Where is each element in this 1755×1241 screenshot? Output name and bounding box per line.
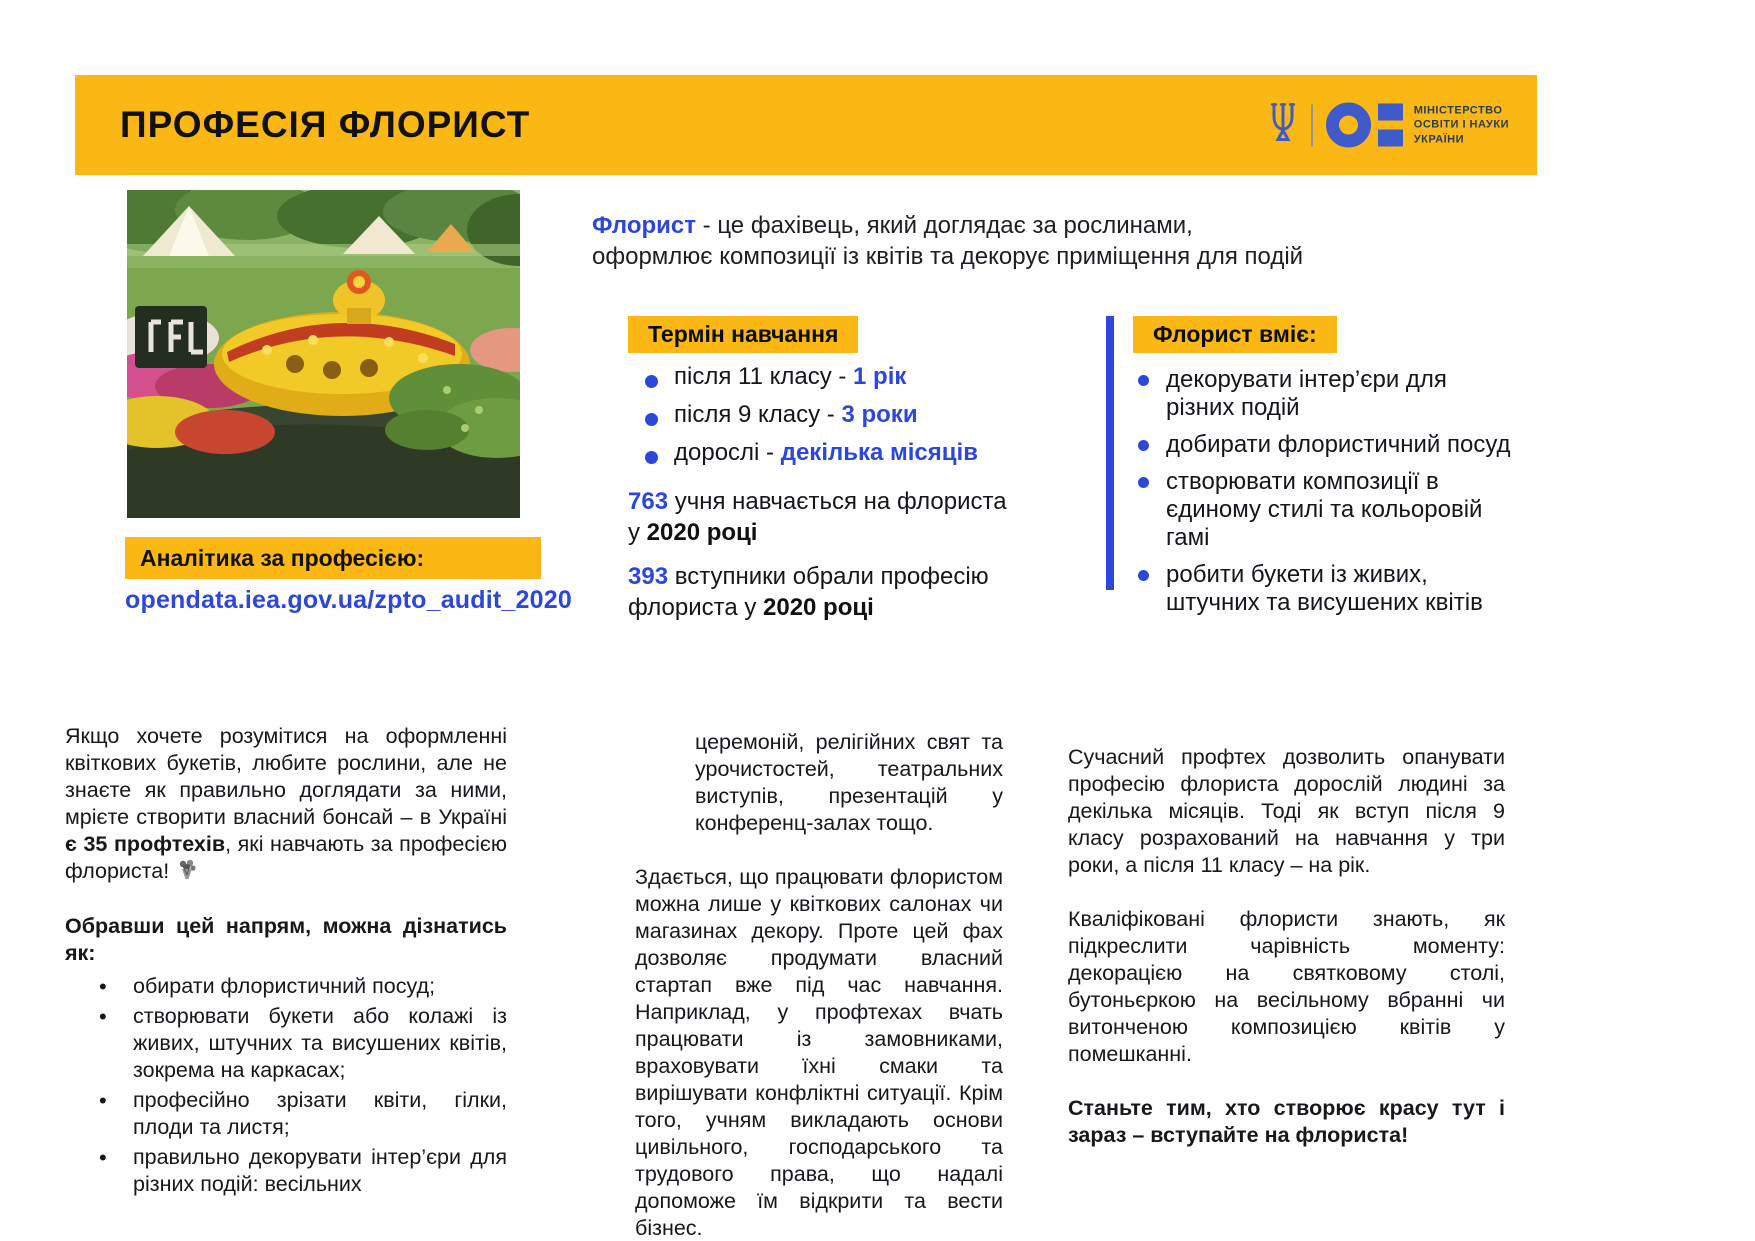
skills-heading-chip: Флорист вміє: bbox=[1133, 316, 1337, 353]
intro-term: Флорист bbox=[592, 212, 696, 239]
opendata-link[interactable]: opendata.iea.gov.ua/zpto_audit_2020 bbox=[125, 586, 572, 614]
ministry-name: МІНІСТЕРСТВО ОСВІТИ І НАУКИ УКРАЇНИ bbox=[1413, 104, 1509, 146]
column3-paragraph-1: Сучасний профтех дозволить опанувати професію флориста дорослій людині за декілька місяців. Тоді як вступ після 9 класу розрахований на навчання у три роки, а після 11 класу – на рік. bbox=[1068, 745, 1505, 877]
stat-applicants: 393 вступники обрали професію флориста у 2020 році bbox=[628, 563, 989, 621]
ministry-mark-ring-icon bbox=[1326, 103, 1371, 148]
logo-divider bbox=[1311, 104, 1313, 146]
column1-paragraph: Якщо хочете розумітися на оформленні квіткових букетів, любите рослини, але не знаєте як правильно доглядати за ними, мрієте створити власний бонсай – в Україні є 35 профтехів, які навчають за професією флориста! bbox=[65, 723, 507, 888]
text-column-2 bbox=[635, 729, 1003, 1241]
call-to-action: Станьте тим, хто створює красу тут і зараз – вступайте на флориста! bbox=[1068, 1096, 1505, 1147]
header-band bbox=[75, 75, 1537, 175]
section-divider-bar bbox=[1106, 316, 1114, 590]
list-item: дорослі - декілька місяців bbox=[645, 438, 978, 468]
bouquet-emoji-icon bbox=[177, 859, 197, 888]
list-item: • обирати флористичний посуд; bbox=[133, 973, 507, 1000]
stat-students: 763 учня навчається на флориста у 2020 році bbox=[628, 488, 1007, 546]
bullet-dot-icon bbox=[1138, 375, 1149, 386]
analytics-caption-chip bbox=[125, 537, 541, 579]
page-title: ПРОФЕСІЯ ФЛОРИСТ bbox=[120, 104, 531, 145]
bullet-dot-icon bbox=[1138, 477, 1149, 488]
bullet-dot-icon bbox=[645, 413, 658, 426]
bullet-dot-icon bbox=[1138, 440, 1149, 451]
column1-list bbox=[65, 973, 507, 1198]
bullet-dot-icon bbox=[645, 375, 658, 388]
bullet-dot-icon bbox=[645, 451, 658, 464]
trident-icon bbox=[1268, 101, 1298, 150]
list-item: робити букети із живих, штучних та висушених квітів bbox=[1138, 561, 1516, 617]
analytics-caption-label: Аналітика за професією: bbox=[140, 544, 425, 571]
enrollment-stats bbox=[628, 486, 1020, 636]
list-item: • створювати букети або колажі із живих, штучних та висушених квітів, зокрема на каркасах; bbox=[133, 1003, 507, 1084]
list-item: декорувати інтер’єри для різних подій bbox=[1138, 366, 1516, 422]
list-item: • правильно декорувати інтер’єри для різних подій: весільних bbox=[133, 1144, 507, 1198]
list-item: добирати флористичний посуд bbox=[1138, 431, 1516, 459]
column2-paragraph-2: Здається, що працювати флористом можна лише у квіткових салонах чи магазинах декору. Проте цей фах дозволяє продумати власний стартап вже під час навчання. Наприклад, у профтехах вчать працювати із замовниками, враховувати їхні смаки та вирішувати конфліктні ситуації. Крім того, учням викладають основи цивільного, господарського та трудового права, що надалі допоможе їм відкрити та вести бізнес. bbox=[635, 865, 1003, 1240]
study-term-heading-chip: Термін навчання bbox=[628, 316, 858, 353]
list-item: створювати композиції в єдиному стилі та кольоровій гамі bbox=[1138, 468, 1516, 552]
list-item: • професійно зрізати квіти, гілки, плоди та листя; bbox=[133, 1087, 507, 1141]
skills-list bbox=[1138, 366, 1516, 626]
study-term-list bbox=[645, 362, 978, 476]
text-column-1 bbox=[65, 723, 507, 1201]
list-item: після 11 класу - 1 рік bbox=[645, 362, 978, 392]
bullet-dot-icon bbox=[1138, 570, 1149, 581]
column2-paragraph-1: церемоній, релігійних свят та урочистостей, театральних виступів, презентацій у конференц-залах тощо. bbox=[695, 730, 1003, 835]
ministry-mark-bars-icon bbox=[1378, 104, 1403, 147]
ministry-logo bbox=[1268, 101, 1509, 150]
text-column-3 bbox=[1068, 744, 1505, 1149]
list-item: після 9 класу - 3 роки bbox=[645, 400, 978, 430]
column1-list-heading: Обравши цей напрям, можна дізнатись як: bbox=[65, 914, 507, 965]
park-flower-sculpture-photo bbox=[127, 190, 520, 518]
column3-paragraph-2: Кваліфіковані флористи знають, як підкреслити чарівність моменту: декорацією на святковому столі, бутоньєркою на весільному вбранні чи витонченою композицією квітів у помешканні. bbox=[1068, 907, 1505, 1066]
intro-paragraph: Флорист - це фахівець, який доглядає за рослинами, оформлює композиції із квітів та декорує приміщення для подій bbox=[592, 212, 1304, 270]
